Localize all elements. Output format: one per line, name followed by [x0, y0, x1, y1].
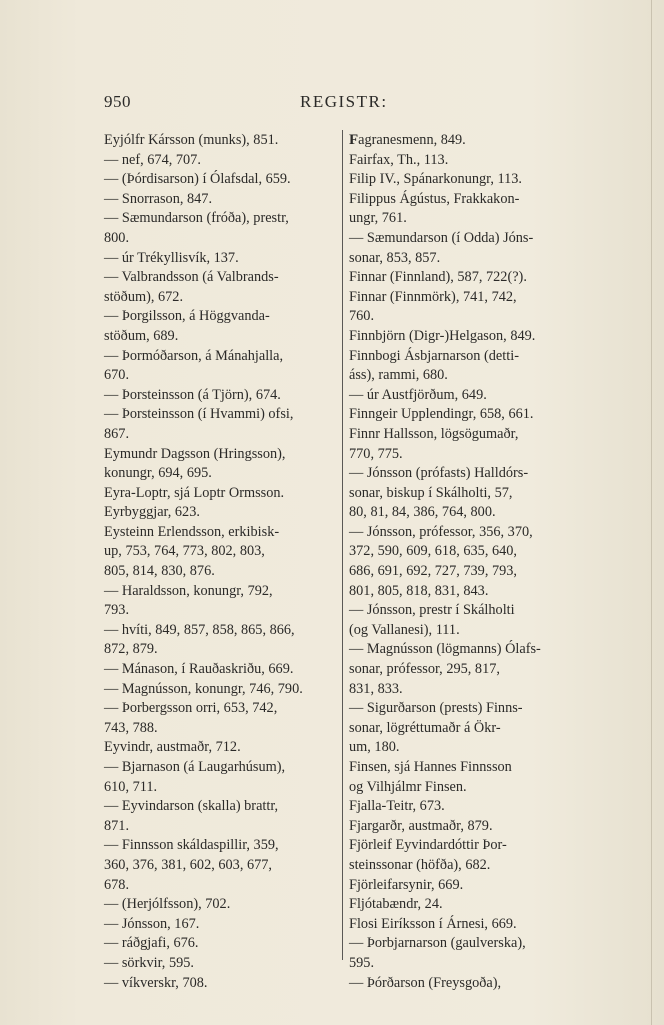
index-entry-line: Finsen, sjá Hannes Finnsson — [349, 759, 512, 775]
index-entry-line: 770, 775. — [349, 445, 403, 462]
index-entry-line: Fjargarðr, austmaðr, 879. — [349, 817, 493, 834]
index-entry-line: — nef, 674, 707. — [104, 151, 201, 168]
index-entry-line: — Magnússon (lögmanns) Ólafs- — [349, 641, 541, 658]
index-entry-line: 360, 376, 381, 602, 603, 677, — [104, 856, 272, 873]
index-entry-line: 800. — [104, 229, 130, 246]
index-entry-line: Finnar (Finnland), 587, 722(?). — [349, 269, 527, 286]
index-entry-line: Filip IV., Spánarkonungr, 113. — [349, 171, 522, 188]
index-entry-line: — Valbrandsson (á Valbrands- — [104, 269, 279, 286]
index-entry-line: — Eyvindarson (skalla) brattr, — [104, 798, 279, 815]
index-entry-line: áss), rammi, 680. — [349, 367, 448, 384]
index-entry-line: konungr, 694, 695. — [104, 465, 212, 482]
index-entry-line: 801, 805, 818, 831, 843. — [349, 582, 489, 599]
index-entry-line: 805, 814, 830, 876. — [104, 563, 215, 580]
index-entry-line: — Þorbergsson orri, 653, 742, — [104, 700, 278, 717]
index-entry-line: Fljótabændr, 24. — [349, 896, 443, 913]
index-entry-line: Eyra-Loptr, sjá Loptr Ormsson. — [104, 484, 285, 501]
index-entry-line: — Þorsteinsson (á Tjörn), 674. — [104, 386, 281, 403]
index-entry-line: 80, 81, 84, 386, 764, 800. — [349, 504, 496, 521]
index-entry-line: Finnr Hallsson, lögsögumaðr, — [349, 425, 519, 442]
index-entry-line — [349, 131, 649, 151]
page-edge — [651, 0, 652, 1025]
index-entry-line: — víkverskr, 708. — [104, 974, 208, 991]
index-entry-line: — Þorgilsson, á Höggvanda- — [104, 308, 270, 325]
index-entry-line: 610, 711. — [104, 778, 158, 795]
left-column — [104, 131, 334, 993]
index-entry-line: Filippus Ágústus, Frakkakon- — [349, 190, 520, 207]
index-entry-line: up, 753, 764, 773, 802, 803, — [104, 543, 265, 560]
index-entry-line: 678. — [104, 876, 130, 893]
index-entry-line: um, 180. — [349, 739, 400, 756]
index-entry-line: Finngeir Upplendingr, 658, 661. — [349, 406, 534, 423]
right-column — [349, 131, 649, 993]
index-entry-line: — Haraldsson, konungr, 792, — [104, 582, 273, 599]
index-entry-line: steinssonar (höfða), 682. — [349, 856, 491, 873]
index-entry-line: — Þormóðarson, á Mánahjalla, — [104, 347, 284, 364]
index-entry-line: — Sæmundarson (í Odda) Jóns- — [349, 229, 534, 246]
index-entry-line: — (Þórdisarson) í Ólafsdal, 659. — [104, 171, 291, 188]
index-entry-line: 595. — [349, 954, 375, 971]
index-entry-line: 686, 691, 692, 727, 739, 793, — [349, 563, 517, 580]
index-entry-line: Eymundr Dagsson (Hringsson), — [104, 445, 286, 462]
index-entry-line: sonar, biskup í Skálholti, 57, — [349, 484, 513, 501]
index-entry-line: — hvíti, 849, 857, 858, 865, 866, — [104, 621, 295, 638]
index-entry-line: — Jónsson (prófasts) Halldórs- — [349, 465, 529, 482]
index-entry-line: Fairfax, Th., 113. — [349, 151, 449, 168]
index-entry-line: Flosi Eiríksson í Árnesi, 669. — [349, 915, 517, 932]
index-entry-line: stöðum), 672. — [104, 288, 184, 305]
index-entry-line: — Magnússon, konungr, 746, 790. — [104, 680, 303, 697]
entry-initial: F — [349, 132, 359, 148]
index-entry-line: — úr Austfjörðum, 649. — [349, 386, 487, 403]
index-entry-line: — sörkvir, 595. — [104, 954, 194, 971]
index-entry-line: — Sigurðarson (prests) Finns- — [349, 700, 523, 717]
index-entry-line: Fjörleif Eyvindardóttir Þor- — [349, 837, 507, 854]
running-title: REGISTR: — [300, 92, 388, 111]
index-entry-line: — ráðgjafi, 676. — [104, 935, 199, 952]
index-entry-line: — Sæmundarson (fróða), prestr, — [104, 210, 289, 227]
index-entry-line: Eysteinn Erlendsson, erkibisk- — [104, 523, 280, 540]
index-entry-line: — Jónsson, prestr í Skálholti — [349, 602, 515, 619]
index-entry-line: Finnar (Finnmörk), 741, 742, — [349, 288, 517, 305]
index-entry-line: Eyrbyggjar, 623. — [104, 504, 200, 521]
index-entry-line: sonar, 853, 857. — [349, 249, 441, 266]
index-entry-line: 831, 833. — [349, 680, 403, 697]
page-number: 950 — [104, 92, 131, 111]
index-entry-line: — Þorbjarnarson (gaulverska), — [349, 935, 526, 952]
index-entry-line: Fjalla-Teitr, 673. — [349, 798, 445, 815]
index-entry-line: Fjörleifarsynir, 669. — [349, 876, 464, 893]
index-entry-line: og Vilhjálmr Finsen. — [349, 778, 467, 795]
index-entry-line: Eyjólfr Kársson (munks), 851. — [104, 132, 279, 148]
index-entry-line: — Þórðarson (Freysgoða), — [349, 974, 502, 991]
page-header — [0, 92, 664, 116]
index-entry-line: Finnbogi Ásbjarnarson (detti- — [349, 347, 519, 364]
index-entry-line: — Snorrason, 847. — [104, 190, 213, 207]
index-entry-line: (og Vallanesi), 111. — [349, 621, 460, 638]
index-entry-line: 867. — [104, 425, 130, 442]
index-entry-line: sonar, lögréttumaðr á Ökr- — [349, 719, 501, 736]
index-entry-line: stöðum, 689. — [104, 327, 179, 344]
index-entry-line: ungr, 761. — [349, 210, 407, 227]
index-entry-line: — Mánason, í Rauðaskriðu, 669. — [104, 661, 294, 678]
index-entry-line: 871. — [104, 817, 130, 834]
entry-rest: agranesmenn, 849. — [358, 132, 466, 148]
index-entry-line: 670. — [104, 367, 130, 384]
index-entry-line: Finnbjörn (Digr-)Helgason, 849. — [349, 327, 536, 344]
index-entry-line: 760. — [349, 308, 375, 325]
index-entry-line: Eyvindr, austmaðr, 712. — [104, 739, 241, 756]
index-entry-line: — Þorsteinsson (í Hvammi) ofsi, — [104, 406, 294, 423]
index-entry-line: — Bjarnason (á Laugarhúsum), — [104, 759, 286, 775]
column-divider — [342, 130, 343, 960]
index-entry-line: — (Herjólfsson), 702. — [104, 896, 231, 913]
index-entry-line: 872, 879. — [104, 641, 158, 658]
index-entry-line: — Jónsson, prófessor, 356, 370, — [349, 523, 533, 540]
index-entry-line: sonar, prófessor, 295, 817, — [349, 661, 500, 678]
index-entry-line: — úr Trékyllisvík, 137. — [104, 249, 239, 266]
index-entry-line: 372, 590, 609, 618, 635, 640, — [349, 543, 517, 560]
index-entry-line: — Finnsson skáldaspillir, 359, — [104, 837, 279, 854]
index-entry-line: 743, 788. — [104, 719, 158, 736]
index-entry-line: — Jónsson, 167. — [104, 915, 200, 932]
index-entry-line: 793. — [104, 602, 130, 619]
